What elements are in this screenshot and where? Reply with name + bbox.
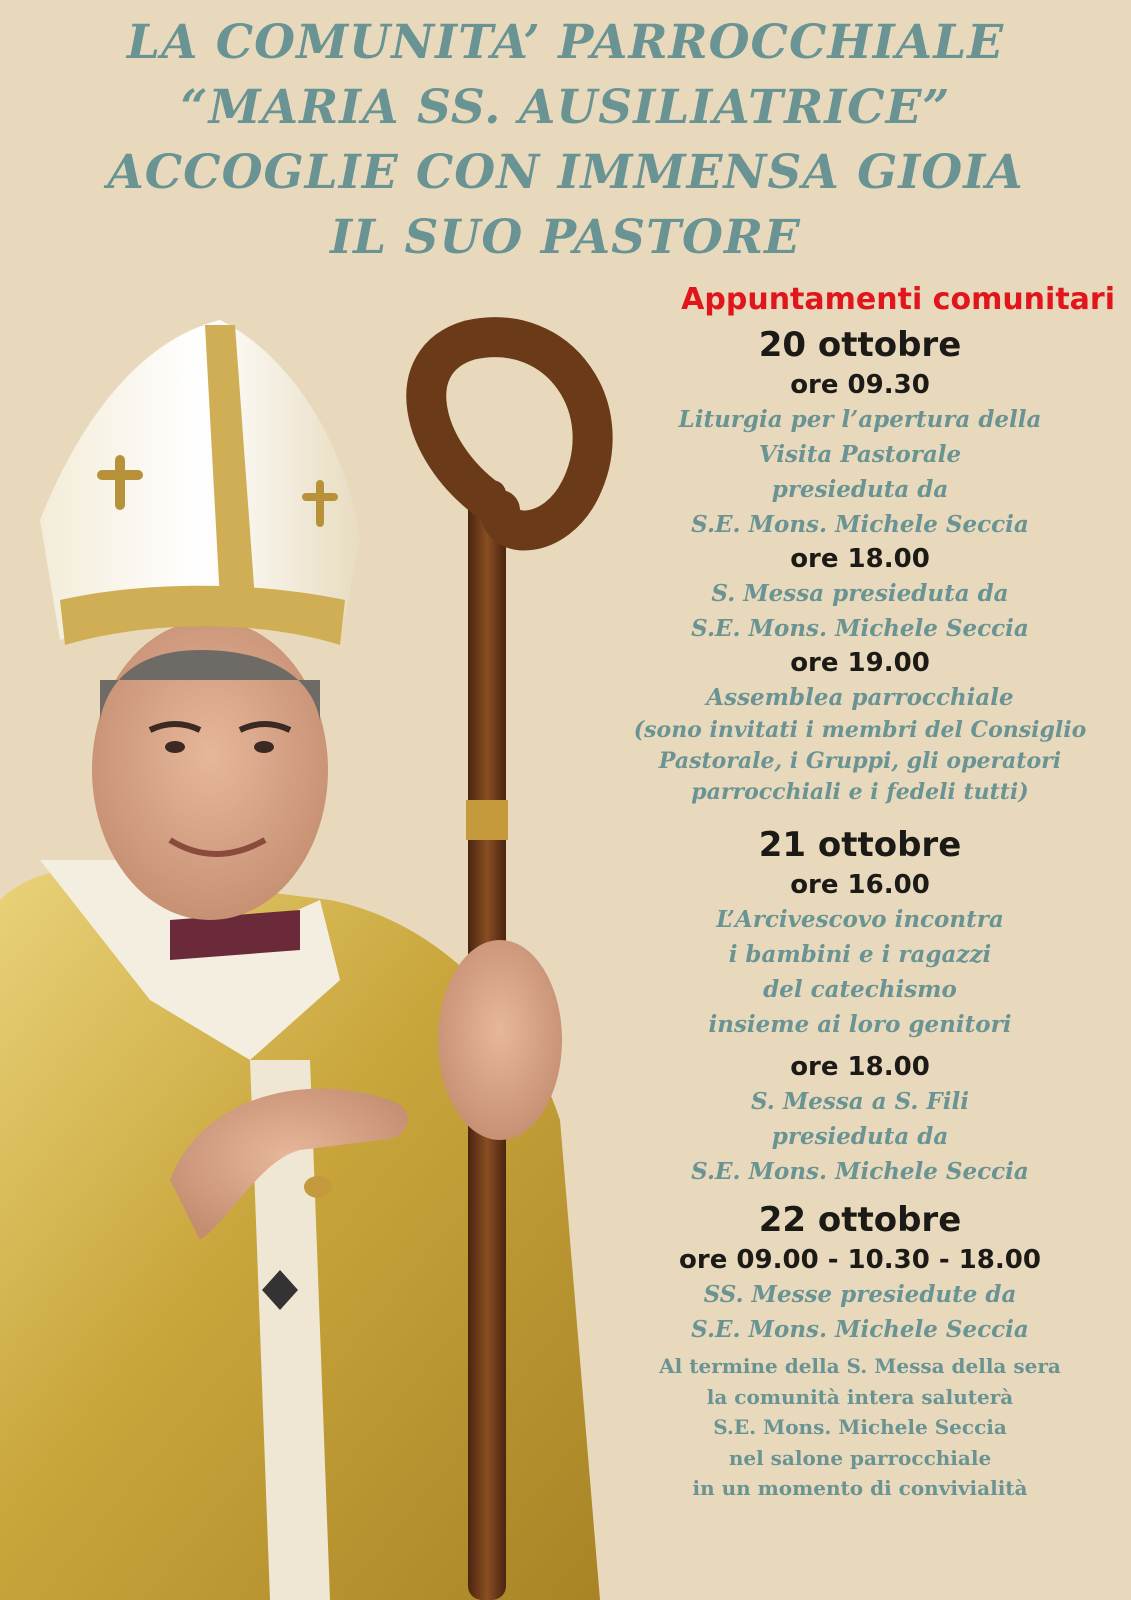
event-line: del catechismo — [763, 976, 957, 1003]
closing-line: nel salone parrocchiale — [728, 1445, 992, 1470]
event-line: insieme ai loro genitori — [708, 1011, 1012, 1038]
heading-line: ACCOGLIE CON IMMENSA GIOIA — [107, 145, 1024, 200]
event-line: S.E. Mons. Michele Seccia — [691, 511, 1029, 538]
event-time: ore 18.00 — [790, 544, 930, 574]
closing-line: S.E. Mons. Michele Seccia — [713, 1415, 1007, 1439]
closing-line: in un momento di convivialità — [692, 1476, 1028, 1500]
event-line: presieduta da — [771, 476, 949, 503]
event-line: Visita Pastorale — [758, 441, 962, 468]
event-line: SS. Messe presiedute da — [703, 1281, 1017, 1308]
event-line: S.E. Mons. Michele Seccia — [691, 1158, 1029, 1185]
event-line: (sono invitati i membri del Consiglio — [633, 717, 1087, 743]
day-date: 21 ottobre — [758, 825, 962, 865]
day-date: 22 ottobre — [758, 1200, 962, 1240]
schedule — [600, 278, 1120, 1504]
day-date: 20 ottobre — [758, 325, 962, 365]
poster-heading — [0, 10, 1131, 270]
event-time: ore 09.30 — [790, 370, 930, 400]
event-line: S.E. Mons. Michele Seccia — [691, 615, 1029, 642]
event-line: Assemblea parrocchiale — [706, 684, 1014, 711]
event-line: i bambini e i ragazzi — [728, 941, 992, 968]
event-line: Pastorale, i Gruppi, gli operatori — [658, 748, 1062, 774]
closing-note — [600, 1351, 1120, 1504]
closing-line: la comunità intera saluterà — [706, 1384, 1014, 1409]
event-line: presieduta da — [771, 1123, 949, 1150]
event-line: parrocchiali e i fedeli tutti) — [691, 779, 1029, 805]
schedule-title: Appuntamenti comunitari — [681, 282, 1115, 317]
event-line: L’Arcivescovo incontra — [716, 906, 1004, 933]
event-line: S.E. Mons. Michele Seccia — [691, 1316, 1029, 1343]
event-time: ore 09.00 - 10.30 - 18.00 — [679, 1245, 1041, 1275]
heading-line: “MARIA SS. AUSILIATRICE” — [180, 80, 951, 135]
heading-line: IL SUO PASTORE — [330, 210, 801, 265]
event-time: ore 19.00 — [790, 648, 930, 678]
bishop-with-crozier-photo — [0, 300, 640, 1600]
event-time: ore 16.00 — [790, 870, 930, 900]
event-line: S. Messa a S. Fili — [751, 1088, 969, 1115]
event-time: ore 18.00 — [790, 1052, 930, 1082]
heading-line: LA COMUNITA’ PARROCCHIALE — [126, 15, 1005, 70]
event-line: Liturgia per l’apertura della — [678, 406, 1042, 433]
event-line: S. Messa presieduta da — [711, 580, 1009, 607]
closing-line: Al termine della S. Messa della sera — [659, 1354, 1061, 1378]
